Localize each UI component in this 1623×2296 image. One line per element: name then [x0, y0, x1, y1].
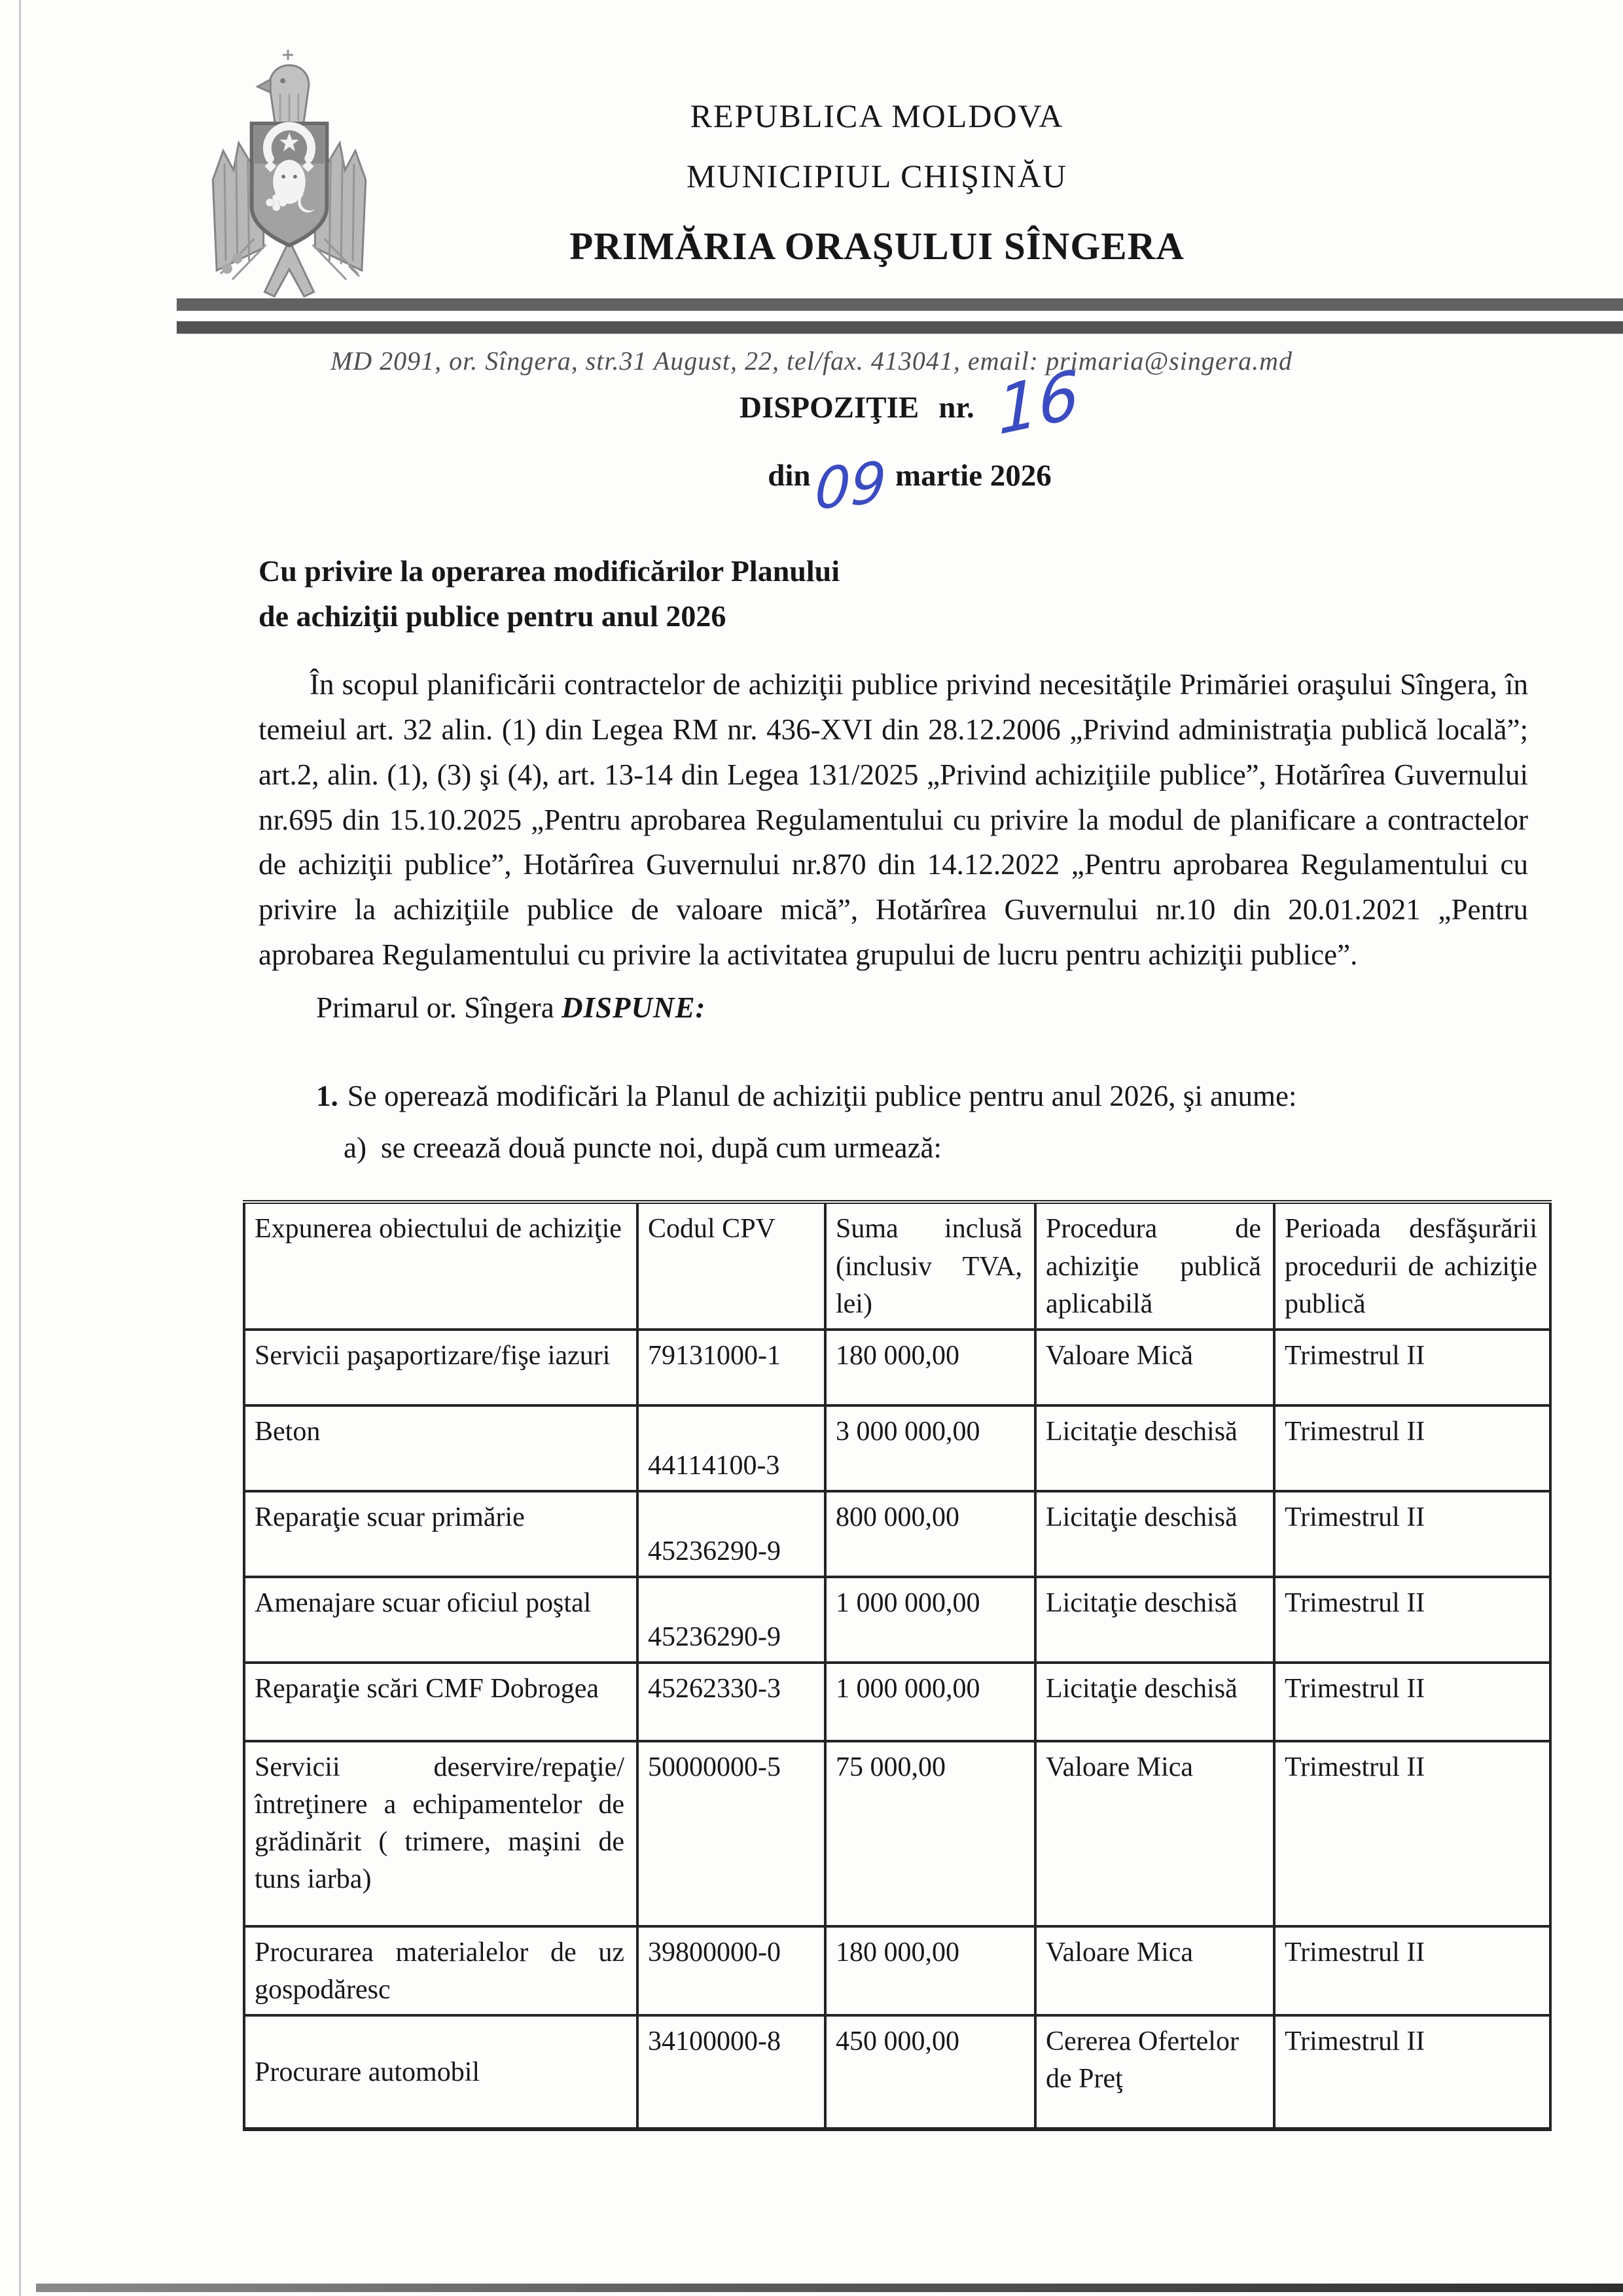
table-cell-sum: 3 000 000,00: [825, 1405, 1035, 1491]
table-cell-object: Amenajare scuar oficiul poştal: [244, 1577, 637, 1663]
table-cell-sum: 1 000 000,00: [825, 1577, 1035, 1663]
list-item-1a-marker: a): [344, 1131, 366, 1164]
table-cell-procedure: Cererea Ofertelor de Preţ: [1035, 2015, 1274, 2129]
table-cell-procedure: Valoare Mica: [1035, 1926, 1274, 2015]
table-cell-period: Trimestrul II: [1274, 1405, 1550, 1491]
table-cell-object: Procurarea materialelor de uz gospodăresc: [244, 1926, 637, 2015]
letterhead: [353, 97, 1400, 269]
table-cell-sum: 75 000,00: [825, 1741, 1035, 1926]
table-cell-period: Trimestrul II: [1274, 1926, 1550, 2015]
table-cell-sum: 180 000,00: [825, 1926, 1035, 2015]
table-cell-object: Reparaţie scări CMF Dobrogea: [244, 1663, 637, 1741]
table-cell-period: Trimestrul II: [1274, 1491, 1550, 1577]
title-word: DISPOZIŢIE: [740, 391, 919, 425]
institution-name: PRIMĂRIA ORAŞULUI SÎNGERA: [569, 224, 1185, 268]
scan-edge-artifact: [36, 2284, 1623, 2292]
table-cell-object: Servicii paşaportizare/fişe iazuri: [244, 1330, 637, 1405]
table-cell-sum: 800 000,00: [825, 1491, 1035, 1577]
table-cell-sum: 450 000,00: [825, 2015, 1035, 2129]
nr-label: nr.: [938, 391, 974, 425]
subject-line-1: Cu privire la operarea modificărilor Planului: [259, 554, 840, 588]
procurement-plan-table: [243, 1200, 1552, 2131]
table-cell-period: Trimestrul II: [1274, 1577, 1550, 1663]
table-cell-cpv: 44114100-3: [637, 1405, 825, 1491]
list-item-1-marker: 1.: [316, 1079, 338, 1112]
table-cell-cpv: 45236290-9: [637, 1577, 825, 1663]
table-row: [244, 2015, 1550, 2129]
table-cell-object: Procurare automobil: [244, 2015, 637, 2129]
table-row: [244, 1330, 1550, 1405]
date-rest: martie 2026: [895, 459, 1052, 493]
handwritten-document-number: 16: [996, 355, 1080, 451]
table-row: [244, 1577, 1550, 1663]
subject-line-2: de achiziţii publice pentru anul 2026: [259, 599, 726, 633]
scan-edge-artifact: [19, 0, 21, 2296]
municipality-name: MUNICIPIUL CHIŞINĂU: [687, 158, 1067, 194]
document-body: [255, 662, 1537, 2131]
table-cell-cpv: 50000000-5: [637, 1741, 825, 1926]
subject-heading: [259, 548, 840, 639]
table-cell-period: Trimestrul II: [1274, 2015, 1550, 2129]
table-cell-cpv: 39800000-0: [637, 1926, 825, 2015]
col-header-object: Expunerea obiectului de achiziţie: [244, 1202, 637, 1329]
col-header-sum: Suma inclusă (inclusiv TVA, lei): [825, 1202, 1035, 1329]
table-cell-period: Trimestrul II: [1274, 1741, 1550, 1926]
table-cell-period: Trimestrul II: [1274, 1663, 1550, 1741]
preamble-paragraph: În scopul planificării contractelor de achiziţii publice privind necesităţile Primăriei oraşului Sîngera, în temeiul art. 32 alin. (1) din Legea RM nr. 436-XVI din 28.12.2006 „Privind administraţia publică locală”; art.2, alin. (1), (3) şi (4), art. 13-14 din Legea 131/2025 „Privind achiziţiile publice”, Hotărîrea Guvernului nr.695 din 15.10.2025 „Pentru aprobarea Regulamentului cu privire la modul de planificare a contractelor de achiziţii publice”, Hotărîrea Guvernului nr.870 din 14.12.2022 „Pentru aprobarea Regulamentului cu privire la achiziţiile publice de valoare mică”, Hotărîrea Guvernului nr.10 din 20.01.2021 „Pentru aprobarea Regulamentului cu privire la activitatea grupului de lucru pentru achiziţii publice”.: [259, 668, 1528, 972]
col-header-cpv: Codul CPV: [637, 1202, 825, 1329]
table-header-row: [244, 1202, 1550, 1329]
table-cell-procedure: Valoare Mică: [1035, 1330, 1274, 1405]
table-cell-cpv: 34100000-8: [637, 2015, 825, 2129]
col-header-period: Perioada desfăşurării procedurii de achiziţie publică: [1274, 1202, 1550, 1329]
dispune-word: DISPUNE:: [561, 991, 706, 1024]
handwritten-day: 09: [813, 449, 887, 523]
list-item-1: 1. Se operează modificări la Planul de achiziţii publice pentru anul 2026, şi anume:: [316, 1079, 1297, 1112]
dispune-line: Primarul or. Sîngera DISPUNE:: [316, 991, 706, 1024]
table-cell-cpv: 45236290-9: [637, 1491, 825, 1577]
country-name: REPUBLICA MOLDOVA: [690, 97, 1064, 134]
table-cell-object: Beton: [244, 1405, 637, 1491]
table-cell-procedure: Licitaţie deschisă: [1035, 1663, 1274, 1741]
din-label: din: [768, 459, 811, 493]
table-cell-procedure: Valoare Mica: [1035, 1741, 1274, 1926]
address-line: MD 2091, or. Sîngera, str.31 August, 22, tel/fax. 413041, email: primaria@singera.md: [330, 346, 1293, 376]
table-row: [244, 1491, 1550, 1577]
table-cell-period: Trimestrul II: [1274, 1330, 1550, 1405]
table-row: [244, 1926, 1550, 2015]
table-row: [244, 1405, 1550, 1491]
table-cell-cpv: 45262330-3: [637, 1663, 825, 1741]
table-cell-object: Reparaţie scuar primărie: [244, 1491, 637, 1577]
table-cell-object: Servicii deservire/repaţie/întreţinere a echipamentelor de grădinărit ( trimere, maşini de tuns iarba): [244, 1741, 637, 1926]
table-cell-procedure: Licitaţie deschisă: [1035, 1577, 1274, 1663]
table-cell-procedure: Licitaţie deschisă: [1035, 1491, 1274, 1577]
table-cell-procedure: Licitaţie deschisă: [1035, 1405, 1274, 1491]
list-item-1a: a) se creează două puncte noi, după cum urmează:: [344, 1131, 942, 1164]
table-row: [244, 1741, 1550, 1926]
header-divider: [177, 298, 1623, 334]
col-header-procedure: Procedura de achiziţie publică aplicabilă: [1035, 1202, 1274, 1329]
table-cell-sum: 180 000,00: [825, 1330, 1035, 1405]
document-date-line: [196, 449, 1623, 523]
table-cell-cpv: 79131000-1: [637, 1330, 825, 1405]
table-cell-sum: 1 000 000,00: [825, 1663, 1035, 1741]
table-row: [244, 1663, 1550, 1741]
